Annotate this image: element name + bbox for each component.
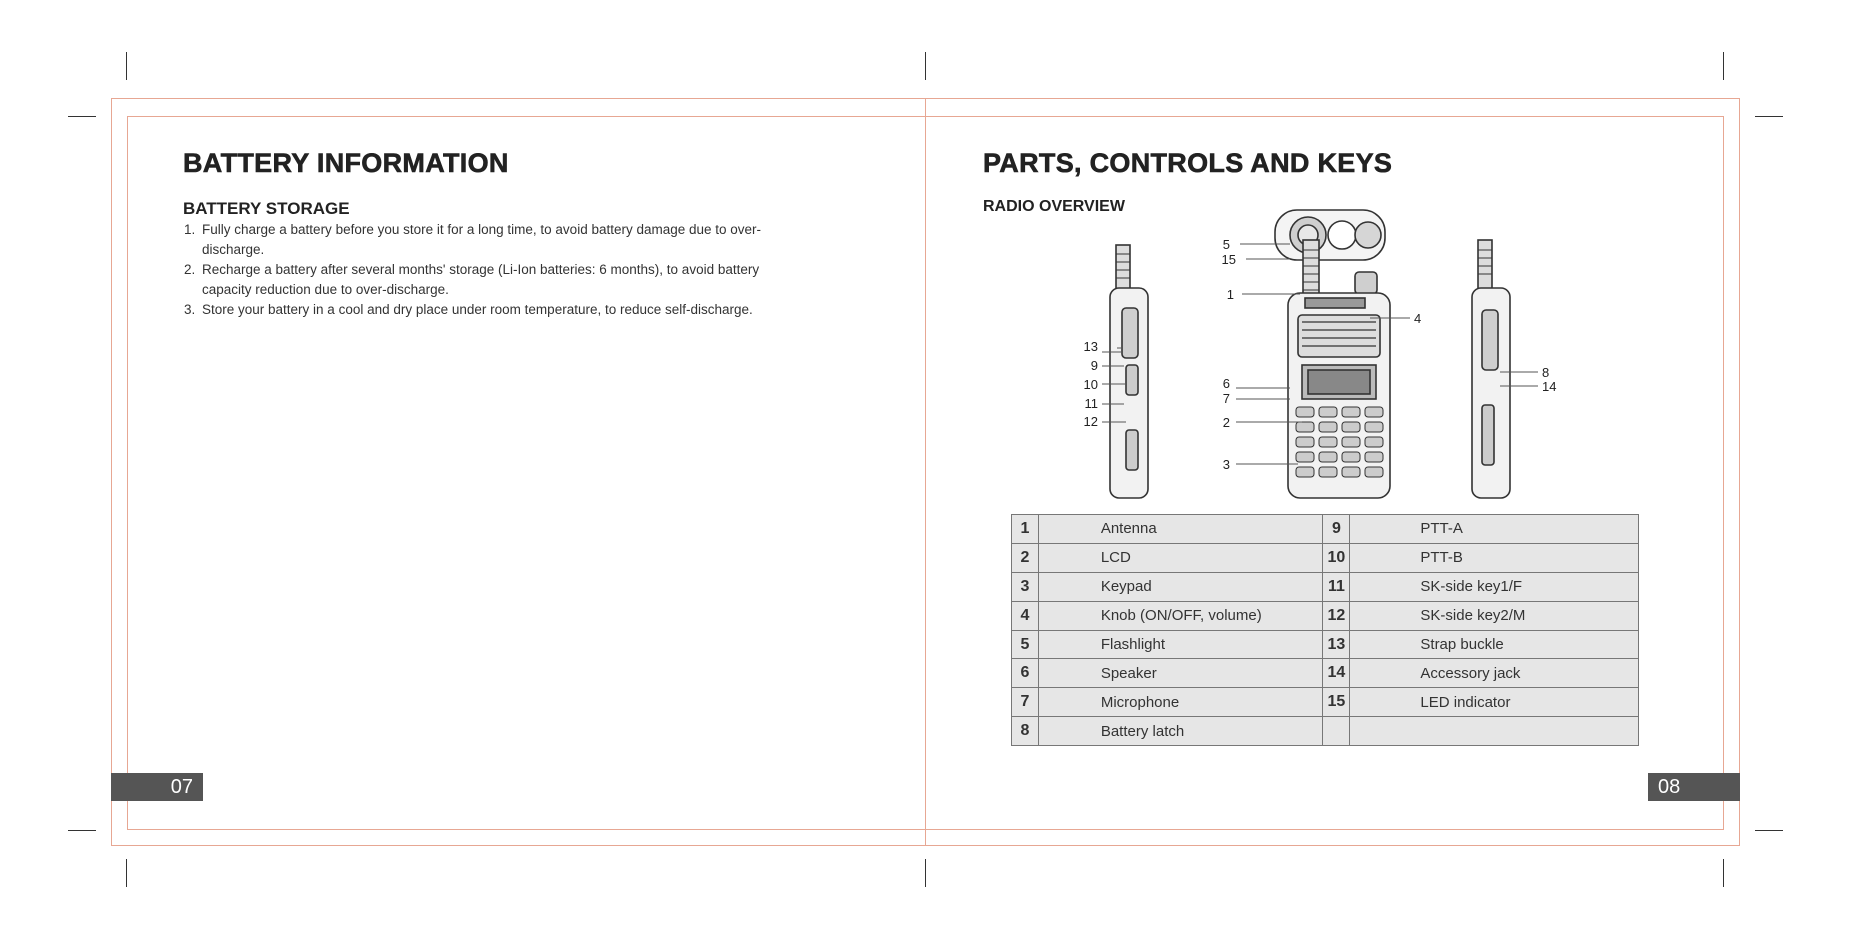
page-title-parts-controls-keys: PARTS, CONTROLS AND KEYS <box>983 148 1393 178</box>
list-item-text: Fully charge a battery before you store it for a long time, to avoid battery damage due to over- <box>202 222 762 237</box>
callout-9: 9 <box>1090 358 1098 373</box>
list-item <box>184 220 884 260</box>
table-cell-label: Accessory jack <box>1350 659 1639 688</box>
table-cell-number: 15 <box>1323 688 1350 717</box>
table-cell-number: 4 <box>1012 601 1039 630</box>
table-cell-number: 8 <box>1012 717 1039 746</box>
table-cell-label: Speaker <box>1038 659 1323 688</box>
crop-mark-top-center <box>925 52 926 80</box>
table-cell-number: 5 <box>1012 630 1039 659</box>
list-item-text-continued: capacity reduction due to over-discharge. <box>202 282 449 297</box>
table-row <box>1012 659 1639 688</box>
table-cell-number: 6 <box>1012 659 1039 688</box>
table-cell-label: PTT-A <box>1350 515 1639 544</box>
radio-left-side-view <box>1110 245 1148 498</box>
table-cell-label <box>1350 717 1639 746</box>
spine-fold-line <box>925 98 926 846</box>
table-row <box>1012 688 1639 717</box>
radio-front-view <box>1288 240 1390 498</box>
table-cell-number: 1 <box>1012 515 1039 544</box>
table-cell-number: 11 <box>1323 572 1350 601</box>
crop-mark-top-left <box>126 52 127 80</box>
list-item <box>184 260 884 300</box>
radio-overview-illustration <box>1050 200 1610 505</box>
callout-13: 13 <box>1083 339 1098 354</box>
callout-6: 6 <box>1222 376 1230 391</box>
table-cell-number: 9 <box>1323 515 1350 544</box>
callout-7: 7 <box>1222 391 1230 406</box>
list-item-number: 1. <box>184 222 196 237</box>
table-row <box>1012 601 1639 630</box>
crop-mark-right-top <box>1755 116 1783 117</box>
table-cell-label: Flashlight <box>1038 630 1323 659</box>
table-row <box>1012 717 1639 746</box>
table-cell-number: 10 <box>1323 543 1350 572</box>
list-item-number: 2. <box>184 262 196 277</box>
crop-mark-bottom-right <box>1723 859 1724 887</box>
table-cell-label: Battery latch <box>1038 717 1323 746</box>
callout-4: 4 <box>1414 311 1422 326</box>
parts-table <box>1011 514 1639 746</box>
table-cell-label: Antenna <box>1038 515 1323 544</box>
table-cell-number: 12 <box>1323 601 1350 630</box>
callout-3: 3 <box>1222 457 1230 472</box>
table-cell-number: 7 <box>1012 688 1039 717</box>
table-cell-label: SK-side key2/M <box>1350 601 1639 630</box>
callout-1: 1 <box>1226 287 1234 302</box>
radio-top-view <box>1275 210 1385 260</box>
table-cell-label: Knob (ON/OFF, volume) <box>1038 601 1323 630</box>
table-cell-label: SK-side key1/F <box>1350 572 1639 601</box>
table-cell-label: LED indicator <box>1350 688 1639 717</box>
crop-mark-left-top <box>68 116 96 117</box>
table-cell-number <box>1323 717 1350 746</box>
crop-mark-left-bottom <box>68 830 96 831</box>
section-heading-battery-storage: BATTERY STORAGE <box>183 199 350 218</box>
callout-8: 8 <box>1542 365 1550 380</box>
section-heading-radio-overview: RADIO OVERVIEW <box>983 198 1125 215</box>
list-item-text-continued: discharge. <box>202 242 265 257</box>
table-cell-number: 2 <box>1012 543 1039 572</box>
table-row <box>1012 630 1639 659</box>
callout-12: 12 <box>1083 414 1098 429</box>
page-number-left: 07 <box>111 773 203 801</box>
table-cell-label: Microphone <box>1038 688 1323 717</box>
battery-storage-list <box>184 220 884 320</box>
table-cell-label: Keypad <box>1038 572 1323 601</box>
table-cell-number: 14 <box>1323 659 1350 688</box>
callout-10: 10 <box>1083 377 1098 392</box>
table-cell-number: 3 <box>1012 572 1039 601</box>
callout-2: 2 <box>1222 415 1230 430</box>
table-cell-label: PTT-B <box>1350 543 1639 572</box>
table-cell-number: 13 <box>1323 630 1350 659</box>
crop-mark-right-bottom <box>1755 830 1783 831</box>
table-row <box>1012 572 1639 601</box>
table-row <box>1012 543 1639 572</box>
crop-mark-bottom-left <box>126 859 127 887</box>
callout-15: 15 <box>1221 252 1236 267</box>
crop-mark-top-right <box>1723 52 1724 80</box>
callout-14: 14 <box>1542 379 1557 394</box>
list-item-text: Store your battery in a cool and dry place under room temperature, to reduce self-discharge. <box>202 302 753 317</box>
callout-5: 5 <box>1222 237 1230 252</box>
page-number-right: 08 <box>1648 773 1740 801</box>
list-item <box>184 300 884 320</box>
list-item-text: Recharge a battery after several months' storage (Li-Ion batteries: 6 months), to avoid battery <box>202 262 760 277</box>
page-title-battery-information: BATTERY INFORMATION <box>183 148 509 178</box>
table-cell-label: LCD <box>1038 543 1323 572</box>
list-item-number: 3. <box>184 302 196 317</box>
callout-11: 11 <box>1084 396 1098 411</box>
crop-mark-bottom-center <box>925 859 926 887</box>
radio-right-side-view <box>1472 240 1510 498</box>
table-row <box>1012 515 1639 544</box>
table-cell-label: Strap buckle <box>1350 630 1639 659</box>
